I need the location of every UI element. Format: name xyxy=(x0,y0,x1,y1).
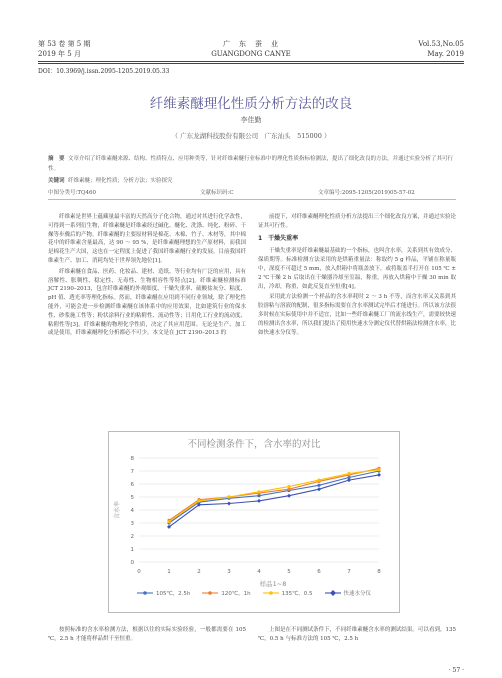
y-axis-label: 含水率 xyxy=(114,500,121,520)
data-point xyxy=(347,472,350,475)
data-point xyxy=(227,502,231,506)
data-point xyxy=(317,487,321,491)
y-tick-label: 1 xyxy=(130,547,134,553)
data-point xyxy=(377,473,381,477)
y-tick-label: 4 xyxy=(130,508,134,514)
paragraph: 按照标准的含水率检测方法，根据以往的实际实验经验，一般都需要在 105 ℃，2.5 h 才能将样品烘干至恒重。 xyxy=(48,627,246,642)
issue-number: 第 53 卷 第 5 期 xyxy=(38,40,91,48)
legend-swatch xyxy=(263,589,279,597)
legend-swatch xyxy=(325,589,341,597)
legend-label: 快速水分仪 xyxy=(343,591,372,597)
header-rule-top xyxy=(38,61,464,62)
section-heading: 1 干燥失重率 xyxy=(258,234,299,242)
keywords-label: 关键词 xyxy=(48,178,65,184)
x-tick-label: 6 xyxy=(317,569,321,575)
x-tick-label: 1 xyxy=(167,569,171,575)
data-point xyxy=(347,478,351,482)
keywords-text: 纤维素醚；理化性质；分析方法；实验探究 xyxy=(68,178,173,184)
article-number: 文章编号:2095-1205(2019)05-57-02 xyxy=(318,190,415,196)
bottom-left-text xyxy=(48,626,246,646)
paragraph: 采用此方法检测一个样品的含水率耗时 2 ～ 3 h 不等，而含水率又关系到其胶溶粘与溶液的配制，很多指标需要在含水率测试完毕后才能进行。所以该方法很多时候在实际使用中并不适宜，比如一些纤维素醚工厂的流水线生产，需要较快速的检测出含水率，所以我们提出了使用快速水分测定仪代替烘箱法检测含水率，比如快速水分仪等。 xyxy=(258,294,457,336)
legend-item xyxy=(325,589,372,597)
legend-item xyxy=(202,589,250,597)
x-axis-label: 样品1~8 xyxy=(259,580,287,588)
legend-item xyxy=(137,589,190,597)
abstract-text: 文章介绍了纤维素醚来源、结构、性质特点、应用种类等，针对纤维素醚行业标准中的理化性质指标检测法，提出了细化改良的方法，并通过实验分析了其可行性。 xyxy=(48,156,454,172)
x-tick-label: 0 xyxy=(137,569,141,575)
x-tick-label: 4 xyxy=(257,569,261,575)
legend-label: 135℃，0.5 xyxy=(281,591,313,597)
paragraph: 前提下，对纤维素醚理化性质分析方法提出三个细化改良方案，并通过实验论证其可行性。 xyxy=(258,214,457,229)
moisture-comparison-chart xyxy=(108,431,400,613)
data-point xyxy=(227,495,230,498)
data-point xyxy=(197,499,200,502)
y-tick-label: 3 xyxy=(130,521,134,527)
legend-label: 120℃，1h xyxy=(221,591,251,597)
legend-swatch xyxy=(137,589,153,597)
y-tick-label: 5 xyxy=(130,495,134,501)
journal-name-en: GUANGDONG CANYE xyxy=(211,50,291,58)
chart-legend xyxy=(109,589,399,597)
paragraph: 纤维素是世界上蕴藏量最丰富的天然高分子化合物，通过对其进行化学改性，可得到一系列衍生物，纤维素醚是纤维素经过碱化、醚化、洗涤、纯化、粉碎、干燥等步骤后的产物。纤维素醚的主要原材料是棉花、木棉、竹子、木材等，其中棉花中的纤维素含量最高，达 90 ～ 95 %，是纤维素醚理想的生产原材料，而我国是棉花生产大国，这也在一定程度上促进了我国纤维素醚行业的发展。目前我国纤维素生产、加工、消耗均处于世界领先地位[1]。 xyxy=(48,214,247,264)
chart-plot-area xyxy=(109,450,399,600)
abstract-label: 摘 要 xyxy=(48,156,65,162)
x-tick-label: 2 xyxy=(197,569,201,575)
data-point xyxy=(317,479,320,482)
y-tick-label: 8 xyxy=(130,456,134,462)
paragraph: 上图是在不同测试条件下，不同纤维素醚含水率的测试结果。可以看到，135 ℃，0.5 h 与标准方法的 105 ℃，2.5 h xyxy=(258,627,456,642)
classification-number: 中图分类号:TQ460 xyxy=(48,190,97,196)
y-tick-label: 0 xyxy=(130,560,134,566)
document-code: 文献标识码:C xyxy=(200,190,234,196)
series-line xyxy=(169,468,379,520)
x-tick-label: 5 xyxy=(287,569,291,575)
author: 李佳勤 xyxy=(240,116,262,124)
right-column xyxy=(258,213,456,339)
y-tick-label: 2 xyxy=(130,534,134,540)
legend-label: 105℃，2.5h xyxy=(155,591,191,597)
data-point xyxy=(257,499,261,503)
page-number: · 57 · xyxy=(448,667,464,674)
date-en: May. 2019 xyxy=(427,50,464,58)
doi: DOI：10.3969/j.issn.2095-1205.2019.05.33 xyxy=(38,68,170,75)
data-point xyxy=(167,520,170,523)
data-point xyxy=(317,484,320,487)
paragraph: 干燥失重率是纤维素醚最基础的一个指标，也叫含水率，关系到其有效成分、保质期等。标准检测方法采用的是烘箱重量法：称取约 5 g 样品，平铺在称量瓶中，深度不可超过 5 mm，放入烘箱中将瓶盖放下，或将瓶盖半打开在 105 ℃ ± 2 ℃干燥 2 h 后取出在干燥器冷却至室温，称重，再放入烘箱中干燥 30 min 取出，冷却，称重，如此反复直至恒重[4]。 xyxy=(258,248,457,290)
header-rule-bottom xyxy=(38,63,464,64)
abstract xyxy=(48,155,456,174)
legend-item xyxy=(263,589,313,597)
y-tick-label: 6 xyxy=(130,482,134,488)
article-title: 纤维素醚理化性质分析方法的改良 xyxy=(149,96,353,112)
y-tick-label: 7 xyxy=(130,469,134,475)
x-tick-label: 3 xyxy=(227,569,231,575)
data-point xyxy=(257,490,260,493)
data-point xyxy=(377,468,380,471)
volume-en: Vol.53,No.05 xyxy=(418,40,464,48)
chart-title: 不同检测条件下，含水率的对比 xyxy=(187,439,321,450)
journal-name-cn: 广 东 蚕 业 xyxy=(223,40,279,48)
bottom-right-text xyxy=(258,626,456,646)
left-column xyxy=(48,213,246,340)
data-point xyxy=(287,485,290,488)
abstract-rule xyxy=(48,199,456,200)
affiliation: （ 广东龙湖科技股份有限公司 广东汕头 515000 ） xyxy=(171,132,331,140)
x-tick-label: 7 xyxy=(347,569,351,575)
keywords xyxy=(48,176,173,184)
x-tick-label: 8 xyxy=(377,569,381,575)
issue-date: 2019 年 5 月 xyxy=(38,50,81,58)
legend-swatch xyxy=(202,589,218,597)
paragraph: 纤维素醚在食品、医药、化妆品、建材、造纸、等行业均有广泛的应用，具有溶解性、胀稠性、稳定性、无毒性、生物相容性等特点[2]。纤维素醚检测标准 JCT 2190–2013，包含纤维素醚的外观细度、干燥失重率、硫酸盐灰分、粘度、pH 值、透光率等理化指标。然而，纤维素醚在应用到不同行业领域，除了理化性能外，可能会进一步检测纤维素醚在该体系中的应用效果，比如建筑行业的保水性、砂浆施工性等；粉状涂料行业的粘附性、流动性等；日用化工行业的流动度、粘附性等[3]。纤维素醚的物理化学性质，决定了其应用范围。无论是生产、加工或是使用，纤维素醚理化分析都必不可少。本文是在 JCT 2190–2013 的 xyxy=(48,268,247,337)
